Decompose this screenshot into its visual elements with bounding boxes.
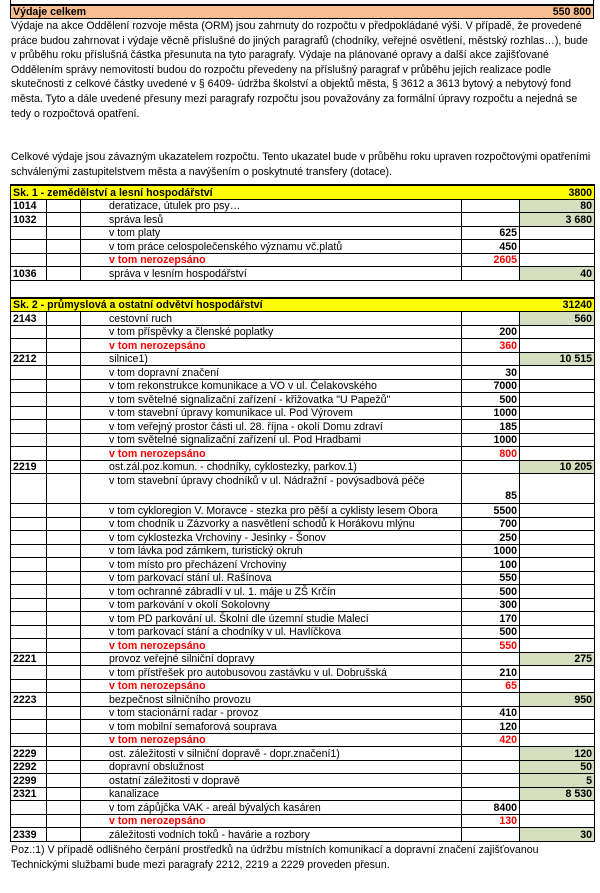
paragraph-row xyxy=(11,352,595,366)
item-amount: 1000 xyxy=(462,406,520,420)
paragraph-total xyxy=(520,226,595,240)
item-description: v tom práce celospolečenského významu vč.platů xyxy=(81,240,462,254)
paragraph-total xyxy=(520,406,595,420)
paragraph-code xyxy=(11,801,47,815)
paragraph-total: 120 xyxy=(520,747,595,761)
item-row xyxy=(11,517,595,531)
item-amount xyxy=(462,760,520,774)
item-row xyxy=(11,504,595,518)
sub-code xyxy=(47,312,81,326)
item-description: v tom nerozepsáno xyxy=(81,679,462,693)
paragraph-code xyxy=(11,679,47,693)
item-description: v tom stavební úpravy komunikace ul. Pod Výrovem xyxy=(81,406,462,420)
paragraph-code xyxy=(11,666,47,680)
paragraph-row xyxy=(11,199,595,213)
item-row xyxy=(11,544,595,558)
sub-code xyxy=(47,666,81,680)
item-amount: 5500 xyxy=(462,504,520,518)
intro-paragraph-binding-indicator: Celkové výdaje jsou závazným ukazatelem rozpočtu. Tento ukazatel bude v průběhu roku upraven rozpočtovými opatřeními schválenými zastupitelstvem města a navýšením o poskytnuté transfery (dotace). xyxy=(11,151,591,178)
item-amount xyxy=(462,312,520,326)
item-description: v tom cyklostezka Vrchoviny - Jesinky - Šonov xyxy=(81,531,462,545)
paragraph-row xyxy=(11,774,595,788)
item-description: v tom parkování v okolí Sokolovny xyxy=(81,598,462,612)
item-amount: 30 xyxy=(462,366,520,380)
paragraph-code xyxy=(11,420,47,434)
paragraph-code: 2339 xyxy=(11,828,47,842)
paragraph-total: 10 205 xyxy=(520,460,595,474)
section-total: 31240 xyxy=(520,298,595,312)
item-description: v tom stacionární radar - provoz xyxy=(81,706,462,720)
item-amount xyxy=(462,652,520,666)
item-amount: 1000 xyxy=(462,433,520,447)
sub-code xyxy=(47,213,81,227)
item-amount: 85 xyxy=(462,474,520,504)
sub-code xyxy=(47,531,81,545)
sub-code xyxy=(47,406,81,420)
paragraph-total xyxy=(520,679,595,693)
sub-code xyxy=(47,267,81,281)
paragraph-total xyxy=(520,517,595,531)
item-row xyxy=(11,720,595,734)
paragraph-total xyxy=(520,544,595,558)
sub-code xyxy=(47,226,81,240)
section-title: Sk. 2 - průmyslová a ostatní odvětví hospodářství xyxy=(11,298,520,312)
item-amount: 360 xyxy=(462,339,520,353)
sub-code xyxy=(47,339,81,353)
item-description: v tom místo pro přecházení Vrchoviny xyxy=(81,558,462,572)
item-description: správa v lesním hospodářství xyxy=(81,267,462,281)
total-expenditure-bar xyxy=(10,4,594,19)
item-description: v tom mobilní semaforová souprava xyxy=(81,720,462,734)
paragraph-code xyxy=(11,571,47,585)
paragraph-total xyxy=(520,625,595,639)
paragraph-code: 1032 xyxy=(11,213,47,227)
item-description: v tom parkovací stání a chodníky v ul. Havlíčkova xyxy=(81,625,462,639)
item-row xyxy=(11,325,595,339)
paragraph-total xyxy=(520,531,595,545)
item-amount: 2605 xyxy=(462,253,520,267)
item-amount: 250 xyxy=(462,531,520,545)
unallocated-row xyxy=(11,639,595,653)
item-amount: 200 xyxy=(462,325,520,339)
item-row xyxy=(11,585,595,599)
paragraph-total xyxy=(520,393,595,407)
item-description: v tom platy xyxy=(81,226,462,240)
item-row xyxy=(11,625,595,639)
item-amount: 500 xyxy=(462,625,520,639)
sub-code xyxy=(47,828,81,842)
item-description: v tom chodník u Zázvorky a nasvětlení schodů k Horákovu mlýnu xyxy=(81,517,462,531)
sub-code xyxy=(47,760,81,774)
paragraph-total xyxy=(520,325,595,339)
item-row xyxy=(11,433,595,447)
sub-code xyxy=(47,460,81,474)
item-amount: 800 xyxy=(462,447,520,461)
item-description: v tom dopravní značení xyxy=(81,366,462,380)
sub-code xyxy=(47,733,81,747)
paragraph-row xyxy=(11,693,595,707)
item-row xyxy=(11,706,595,720)
item-row xyxy=(11,379,595,393)
unallocated-row xyxy=(11,814,595,828)
paragraph-code xyxy=(11,544,47,558)
sub-code xyxy=(47,571,81,585)
unallocated-row xyxy=(11,679,595,693)
item-row xyxy=(11,801,595,815)
paragraph-row xyxy=(11,760,595,774)
sub-code xyxy=(47,447,81,461)
paragraph-code xyxy=(11,558,47,572)
sub-code xyxy=(47,720,81,734)
item-description: v tom cykloregion V. Moravce - stezka pro pěší a cyklisty lesem Obora xyxy=(81,504,462,518)
sub-code xyxy=(47,199,81,213)
item-amount xyxy=(462,693,520,707)
item-description: cestovní ruch xyxy=(81,312,462,326)
item-amount xyxy=(462,828,520,842)
paragraph-total xyxy=(520,474,595,504)
sub-code xyxy=(47,366,81,380)
item-description: v tom nerozepsáno xyxy=(81,447,462,461)
item-description: záležitosti vodních toků - havárie a rozbory xyxy=(81,828,462,842)
item-amount: 550 xyxy=(462,571,520,585)
sub-code xyxy=(47,558,81,572)
paragraph-code xyxy=(11,720,47,734)
item-description: správa lesů xyxy=(81,213,462,227)
budget-table xyxy=(10,184,595,842)
section-spacer xyxy=(11,280,595,298)
item-description: v tom světelné signalizační zařízení - křižovatka "U Papežů" xyxy=(81,393,462,407)
paragraph-total xyxy=(520,612,595,626)
item-row xyxy=(11,666,595,680)
sub-code xyxy=(47,352,81,366)
item-amount: 1000 xyxy=(462,544,520,558)
paragraph-total xyxy=(520,253,595,267)
sub-code xyxy=(47,544,81,558)
sub-code xyxy=(47,693,81,707)
sub-code xyxy=(47,639,81,653)
item-amount: 210 xyxy=(462,666,520,680)
item-amount xyxy=(462,352,520,366)
paragraph-code: 2299 xyxy=(11,774,47,788)
item-amount: 170 xyxy=(462,612,520,626)
paragraph-code xyxy=(11,253,47,267)
paragraph-total xyxy=(520,801,595,815)
item-amount xyxy=(462,460,520,474)
item-amount: 100 xyxy=(462,558,520,572)
paragraph-total xyxy=(520,666,595,680)
sub-code xyxy=(47,517,81,531)
paragraph-code: 2292 xyxy=(11,760,47,774)
paragraph-code xyxy=(11,706,47,720)
item-row xyxy=(11,226,595,240)
sub-code xyxy=(47,379,81,393)
paragraph-total: 30 xyxy=(520,828,595,842)
item-description: v tom nerozepsáno xyxy=(81,639,462,653)
item-description: v tom nerozepsáno xyxy=(81,253,462,267)
item-description: v tom světelné signalizační zařízení ul. Pod Hradbami xyxy=(81,433,462,447)
sub-code xyxy=(47,253,81,267)
paragraph-total xyxy=(520,558,595,572)
paragraph-total xyxy=(520,504,595,518)
item-description: v tom rekonstrukce komunikace a VO v ul. Čelakovského xyxy=(81,379,462,393)
sub-code xyxy=(47,801,81,815)
paragraph-total xyxy=(520,706,595,720)
sub-code xyxy=(47,420,81,434)
paragraph-total xyxy=(520,339,595,353)
paragraph-row xyxy=(11,312,595,326)
paragraph-total xyxy=(520,433,595,447)
item-description: v tom zápůjčka VAK - areál bývalých kasáren xyxy=(81,801,462,815)
item-description: deratizace, útulek pro psy… xyxy=(81,199,462,213)
paragraph-total xyxy=(520,447,595,461)
paragraph-code xyxy=(11,517,47,531)
paragraph-code xyxy=(11,598,47,612)
paragraph-code: 2212 xyxy=(11,352,47,366)
item-description: v tom parkovací stání ul. Rašínova xyxy=(81,571,462,585)
spacer-cell xyxy=(11,280,595,298)
item-row xyxy=(11,406,595,420)
section-total: 3800 xyxy=(520,185,595,199)
paragraph-code xyxy=(11,814,47,828)
paragraph-total xyxy=(520,639,595,653)
paragraph-code xyxy=(11,433,47,447)
item-description: provoz veřejné silniční dopravy xyxy=(81,652,462,666)
paragraph-code xyxy=(11,612,47,626)
paragraph-total: 8 530 xyxy=(520,787,595,801)
item-row xyxy=(11,598,595,612)
item-amount xyxy=(462,199,520,213)
paragraph-code: 2143 xyxy=(11,312,47,326)
item-amount xyxy=(462,267,520,281)
item-row xyxy=(11,474,595,504)
paragraph-row xyxy=(11,828,595,842)
sub-code xyxy=(47,747,81,761)
paragraph-total: 50 xyxy=(520,760,595,774)
sub-code xyxy=(47,598,81,612)
item-row xyxy=(11,571,595,585)
paragraph-code xyxy=(11,240,47,254)
paragraph-total xyxy=(520,598,595,612)
item-description: v tom stavební úpravy chodníků v ul. Nádražní - povýsadbová péče xyxy=(81,474,462,504)
paragraph-code xyxy=(11,733,47,747)
paragraph-code xyxy=(11,379,47,393)
paragraph-row xyxy=(11,213,595,227)
item-amount: 500 xyxy=(462,585,520,599)
item-row xyxy=(11,240,595,254)
paragraph-row xyxy=(11,747,595,761)
paragraph-total xyxy=(520,585,595,599)
sub-code xyxy=(47,240,81,254)
sub-code xyxy=(47,433,81,447)
item-row xyxy=(11,393,595,407)
paragraph-code xyxy=(11,226,47,240)
paragraph-total: 275 xyxy=(520,652,595,666)
sub-code xyxy=(47,393,81,407)
item-description: v tom nerozepsáno xyxy=(81,733,462,747)
item-description: bezpečnost silničního provozu xyxy=(81,693,462,707)
intro-paragraph-orm: Výdaje na akce Oddělení rozvoje města (ORM) jsou zahrnuty do rozpočtu v předpokládané výši. V případě, že provedené práce budou zahrnovat i výdaje věcně příslušné do jiných paragrafů (chodníky, veřejné osvětlení, městský rozhlas…), bude v průběhu roku příslušná částka přesunuta na tyto paragrafy. Výdaje na plánované opravy a další akce zajišťované Oddělením správy nemovitostí budou do rozpočtu převedeny na příslušný paragraf v průběhu jejich realizace podle skutečnosti z celkové částky uvedené v § 6409- údržba školství a objektů města, § 3612 a 3613 bytový a nebytový fond města. Tyto a dále uvedené přesuny mezi paragrafy rozpočtu jsou považovány za formální úpravy rozpočtu a nejedná se tedy o rozpočtová opatření. xyxy=(11,20,588,120)
total-expenditure-label: Výdaje celkem xyxy=(13,6,87,18)
footnote: Poz.:1) V případě odlišného čerpání prostředků na údržbu místních komunikací a dopravní značení zajišťovanou Technickými službami bude mezi paragrafy 2212, 2219 a 2229 proveden přesun. xyxy=(11,843,539,871)
item-amount xyxy=(462,213,520,227)
unallocated-row xyxy=(11,253,595,267)
item-row xyxy=(11,420,595,434)
item-amount: 185 xyxy=(462,420,520,434)
paragraph-total: 3 680 xyxy=(520,213,595,227)
sub-code xyxy=(47,474,81,504)
item-amount: 420 xyxy=(462,733,520,747)
section-header-row xyxy=(11,298,595,312)
item-amount xyxy=(462,787,520,801)
paragraph-total xyxy=(520,240,595,254)
section-title: Sk. 1 - zemědělství a lesní hospodářství xyxy=(11,185,520,199)
sub-code xyxy=(47,612,81,626)
item-amount xyxy=(462,747,520,761)
paragraph-code xyxy=(11,625,47,639)
paragraph-total: 80 xyxy=(520,199,595,213)
paragraph-code xyxy=(11,325,47,339)
paragraph-total: 950 xyxy=(520,693,595,707)
item-row xyxy=(11,531,595,545)
sub-code xyxy=(47,325,81,339)
paragraph-code xyxy=(11,447,47,461)
item-amount: 450 xyxy=(462,240,520,254)
paragraph-code: 2219 xyxy=(11,460,47,474)
item-amount: 500 xyxy=(462,393,520,407)
sub-code xyxy=(47,585,81,599)
item-description: v tom PD parkování ul. Školní dle územní studie Malecí xyxy=(81,612,462,626)
item-description: ost. záležitosti v silniční dopravě - dopr.značení1) xyxy=(81,747,462,761)
item-amount: 300 xyxy=(462,598,520,612)
paragraph-total xyxy=(520,571,595,585)
item-amount: 7000 xyxy=(462,379,520,393)
sub-code xyxy=(47,814,81,828)
paragraph-total xyxy=(520,379,595,393)
sub-code xyxy=(47,504,81,518)
paragraph-code xyxy=(11,366,47,380)
sub-code xyxy=(47,652,81,666)
paragraph-total: 40 xyxy=(520,267,595,281)
section-header-row xyxy=(11,185,595,199)
unallocated-row xyxy=(11,339,595,353)
paragraph-total xyxy=(520,733,595,747)
item-description: v tom veřejný prostor části ul. 28. října - okolí Domu zdraví xyxy=(81,420,462,434)
paragraph-code: 2229 xyxy=(11,747,47,761)
paragraph-row xyxy=(11,460,595,474)
item-description: dopravní obslužnost xyxy=(81,760,462,774)
item-amount: 550 xyxy=(462,639,520,653)
sub-code xyxy=(47,706,81,720)
item-row xyxy=(11,612,595,626)
item-description: silnice1) xyxy=(81,352,462,366)
budget-page xyxy=(10,0,594,873)
unallocated-row xyxy=(11,733,595,747)
sub-code xyxy=(47,787,81,801)
item-row xyxy=(11,558,595,572)
paragraph-code: 2321 xyxy=(11,787,47,801)
item-description: v tom příspěvky a členské poplatky xyxy=(81,325,462,339)
item-amount: 130 xyxy=(462,814,520,828)
item-row xyxy=(11,366,595,380)
paragraph-code: 1014 xyxy=(11,199,47,213)
item-amount: 8400 xyxy=(462,801,520,815)
item-amount: 625 xyxy=(462,226,520,240)
item-amount: 120 xyxy=(462,720,520,734)
item-amount: 700 xyxy=(462,517,520,531)
paragraph-row xyxy=(11,652,595,666)
item-description: v tom lávka pod zámkem, turistický okruh xyxy=(81,544,462,558)
total-expenditure-value: 550 800 xyxy=(552,6,591,18)
item-description: ost.zál.poz.komun. - chodníky, cyklostezky, parkov.1) xyxy=(81,460,462,474)
paragraph-code: 2223 xyxy=(11,693,47,707)
sub-code xyxy=(47,679,81,693)
paragraph-code xyxy=(11,393,47,407)
paragraph-total xyxy=(520,420,595,434)
paragraph-code: 2221 xyxy=(11,652,47,666)
paragraph-total: 10 515 xyxy=(520,352,595,366)
paragraph-total: 5 xyxy=(520,774,595,788)
paragraph-code xyxy=(11,531,47,545)
paragraph-total xyxy=(520,366,595,380)
paragraph-code xyxy=(11,406,47,420)
paragraph-total xyxy=(520,720,595,734)
sub-code xyxy=(47,774,81,788)
paragraph-total xyxy=(520,814,595,828)
paragraph-code: 1036 xyxy=(11,267,47,281)
item-description: v tom nerozepsáno xyxy=(81,339,462,353)
paragraph-code xyxy=(11,339,47,353)
item-amount: 65 xyxy=(462,679,520,693)
unallocated-row xyxy=(11,447,595,461)
sub-code xyxy=(47,625,81,639)
item-description: ostatní záležitosti v dopravě xyxy=(81,774,462,788)
paragraph-row xyxy=(11,267,595,281)
item-description: v tom ochranné zábradlí v ul. 1. máje u ZŠ Krčín xyxy=(81,585,462,599)
paragraph-code xyxy=(11,585,47,599)
paragraph-code xyxy=(11,474,47,504)
item-amount: 410 xyxy=(462,706,520,720)
item-description: v tom nerozepsáno xyxy=(81,814,462,828)
item-description: v tom přístřešek pro autobusovou zastávku v ul. Dobrušská xyxy=(81,666,462,680)
item-description: kanalizace xyxy=(81,787,462,801)
paragraph-row xyxy=(11,787,595,801)
paragraph-code xyxy=(11,639,47,653)
item-amount xyxy=(462,774,520,788)
paragraph-code xyxy=(11,504,47,518)
paragraph-total: 560 xyxy=(520,312,595,326)
